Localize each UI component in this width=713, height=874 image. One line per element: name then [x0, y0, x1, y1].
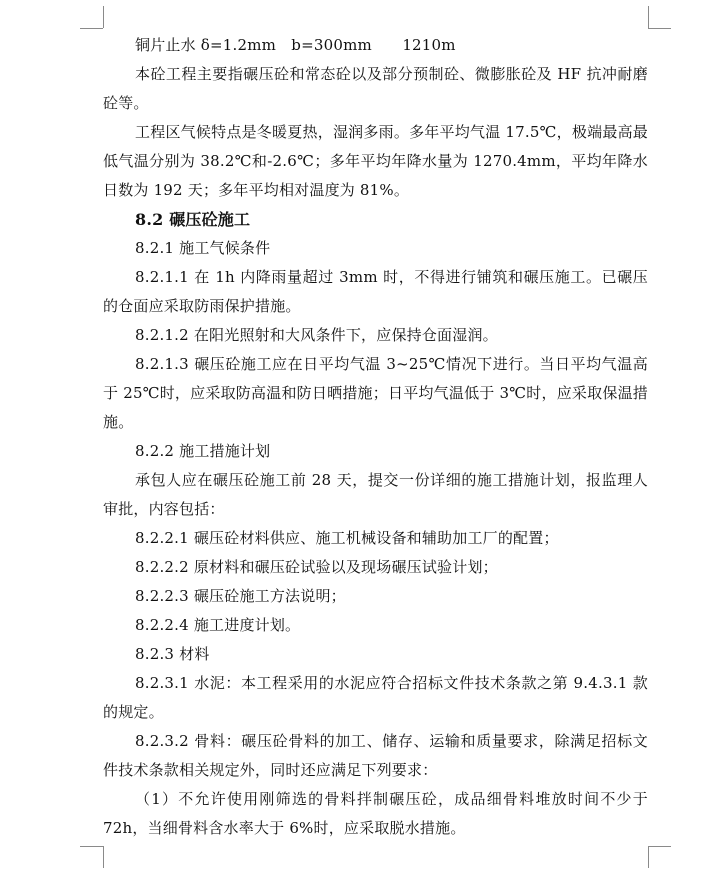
clause-8-2-2-3: 8.2.2.3 碾压砼施工方法说明；	[135, 587, 346, 605]
clause-8-2-2-1: 8.2.2.1 碾压砼材料供应、施工机械设备和辅助加工厂的配置；	[135, 529, 559, 547]
section-heading-8-2: 8.2 碾压砼施工	[135, 210, 251, 229]
subheading-8-2-2: 8.2.2 施工措施计划	[135, 442, 271, 460]
paragraph-climate: 工程区气候特点是冬暖夏热，湿润多雨。多年平均气温 17.5℃，极端最高最低气温分别为 38.2℃和-2.6℃；多年平均年降水量为 1270.4mm，平均年降水日数为 192 天；多年平均相对温度为 81%。	[103, 123, 648, 199]
paragraph-concrete-scope: 本砼工程主要指碾压砼和常态砼以及部分预制砼、微膨胀砼及 HF 抗冲耐磨砼等。	[103, 65, 648, 112]
subheading-8-2-3: 8.2.3 材料	[135, 645, 210, 663]
clause-8-2-1-1: 8.2.1.1 在 1h 内降雨量超过 3mm 时，不得进行铺筑和碾压施工。已碾压的仓面应采取防雨保护措施。	[103, 268, 648, 315]
clause-8-2-3-1: 8.2.3.1 水泥：本工程采用的水泥应符合招标文件技术条款之第 9.4.3.1 款的规定。	[103, 674, 648, 721]
clause-8-2-2-4: 8.2.2.4 施工进度计划。	[135, 616, 301, 634]
clause-8-2-2-2: 8.2.2.2 原材料和碾压砼试验以及现场碾压试验计划；	[135, 558, 498, 576]
subheading-8-2-1: 8.2.1 施工气候条件	[135, 239, 271, 257]
document-body	[103, 31, 648, 843]
clause-8-2-1-2: 8.2.1.2 在阳光照射和大风条件下，应保持仓面湿润。	[135, 326, 498, 344]
clause-8-2-1-3: 8.2.1.3 碾压砼施工应在日平均气温 3~25℃情况下进行。当日平均气温高于 25℃时，应采取防高温和防日晒措施；日平均气温低于 3℃时，应采取保温措施。	[103, 355, 648, 431]
paragraph-copper-waterstop: 铜片止水 δ=1.2mm b=300mm 1210m	[135, 36, 456, 54]
requirement-item-1: （1）不允许使用刚筛选的骨料拌制碾压砼，成品细骨料堆放时间不少于 72h，当细骨料含水率大于 6%时，应采取脱水措施。	[103, 790, 648, 837]
clause-8-2-3-2: 8.2.3.2 骨料：碾压砼骨料的加工、储存、运输和质量要求，除满足招标文件技术条款相关规定外，同时还应满足下列要求：	[103, 732, 648, 779]
paragraph-construction-plan: 承包人应在碾压砼施工前 28 天，提交一份详细的施工措施计划，报监理人审批，内容包括：	[103, 471, 648, 518]
